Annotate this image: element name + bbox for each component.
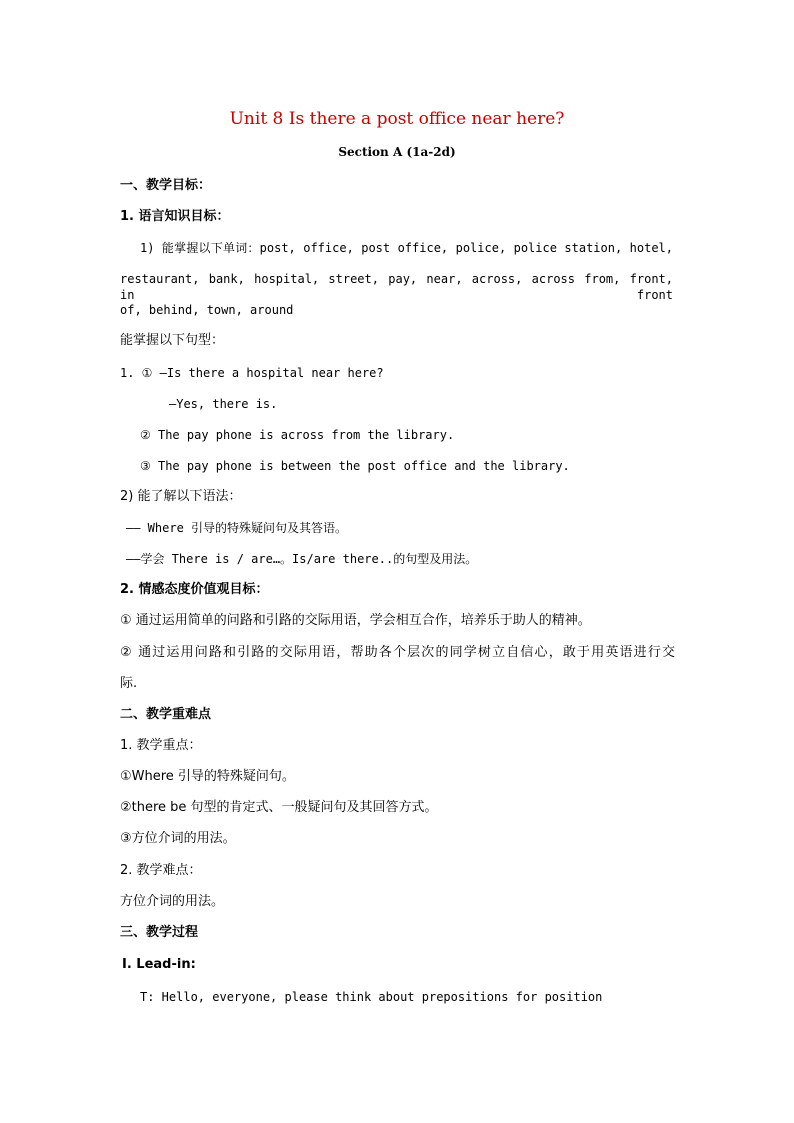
difficult-point-1: 方位介词的用法。 — [120, 894, 225, 909]
grammar-item-1: —— Where 引导的特殊疑问句及其答语。 — [126, 521, 348, 535]
grammar-item-2: ——学会 There is / are…。Is/are there..的句型及用法。 — [126, 552, 478, 566]
key-point-2: ②there be 句型的肯定式、一般疑问句及其回答方式。 — [120, 800, 438, 815]
section-subtitle: Section A (1a-2d) — [338, 145, 456, 159]
pattern-1-question: 1. ① —Is there a hospital near here? — [120, 366, 384, 380]
pattern-3: ③ The pay phone is between the post office and the library. — [140, 459, 570, 473]
heading-teaching-goals: 一、教学目标： — [120, 178, 212, 193]
key-point-1: ①Where 引导的特殊疑问句。 — [120, 769, 295, 784]
lead-in-heading: Ⅰ. Lead-in: — [122, 957, 196, 972]
difficult-points-label: 2. 教学难点： — [120, 863, 202, 878]
heading-language-goals: 1. 语言知识目标： — [120, 209, 230, 224]
heading-key-difficult: 二、教学重难点 — [120, 707, 212, 722]
heading-attitude-goals: 2. 情感态度价值观目标： — [120, 582, 269, 597]
attitude-item-1: ① 通过运用简单的问路和引路的交际用语，学会相互合作，培养乐于助人的精神。 — [120, 613, 591, 628]
key-point-3: ③方位介词的用法。 — [120, 831, 236, 846]
attitude-item-2-cont: 际. — [120, 676, 138, 691]
pattern-1-answer: —Yes, there is. — [169, 397, 278, 411]
heading-teaching-process: 三、教学过程 — [120, 925, 199, 940]
grammar-label: 2) 能了解以下语法： — [120, 489, 242, 504]
page-title: Unit 8 Is there a post office near here? — [229, 109, 565, 129]
vocab-line-1: 1) 能掌握以下单词：post, office, post office, police, police station, hotel, — [140, 241, 673, 255]
key-points-label: 1. 教学重点： — [120, 738, 202, 753]
vocab-line-3: of, behind, town, around — [120, 303, 294, 317]
vocab-line-2: restaurant, bank, hospital, street, pay, near, across, across from, front, in front — [120, 272, 673, 302]
attitude-item-2: ② 通过运用问路和引路的交际用语，帮助各个层次的同学树立自信心，敢于用英语进行交 — [120, 645, 675, 660]
sentence-patterns-label: 能掌握以下句型： — [120, 333, 225, 348]
pattern-2: ② The pay phone is across from the library. — [140, 428, 455, 442]
lead-in-text: T: Hello, everyone, please think about prepositions for position — [140, 990, 603, 1004]
